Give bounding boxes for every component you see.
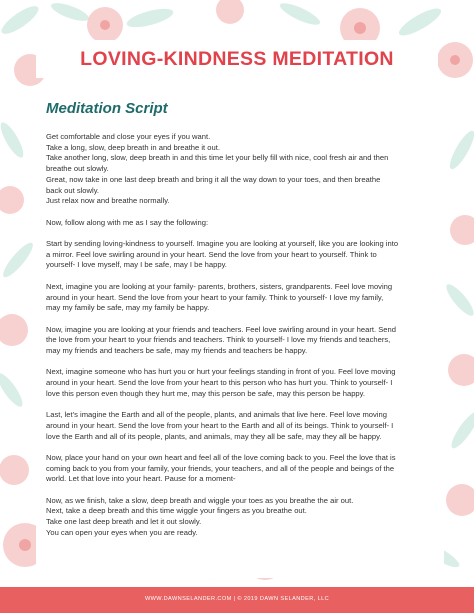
section-title: Meditation Script — [46, 100, 168, 117]
script-line: Just relax now and breathe normally. — [46, 196, 170, 206]
script-line: Last, let’s imagine the Earth and all of the people, plants, and animals that live here. Feel love moving — [46, 410, 387, 420]
meditation-script-body — [46, 132, 438, 549]
script-line: Next, imagine someone who has hurt you or hurt your feelings standing in front of you. Feel love moving — [46, 367, 396, 377]
script-line: Take another long, slow, deep breath in and this time let your belly fill with nice, cool fresh air and then — [46, 153, 389, 163]
script-paragraph — [46, 239, 438, 271]
script-line: coming back to you from your family, your friends, your teachers, and all of the people and beings of the — [46, 463, 395, 473]
script-line: Take one last deep breath and let it out slowly. — [46, 517, 202, 527]
script-line: around in your heart. Send the love from your heart to this person who has hurt you. Think to yourself- I — [46, 378, 393, 388]
script-line: Now, as we finish, take a slow, deep breath and wiggle your toes as you breathe the air out. — [46, 495, 354, 505]
script-line: around in your heart. Send the love from your heart to the Earth and all of its beings. Think to yourself- I — [46, 420, 394, 430]
script-line: Great, now take in one last deep breath and bring it all the way down to your toes, and then breathe — [46, 174, 381, 184]
script-line: love the Earth and all of its people, plants, and animals, may they all be safe, may they all be happy. — [46, 431, 382, 441]
script-paragraph — [46, 496, 438, 539]
script-paragraph — [46, 218, 438, 229]
script-line: may my family be safe, may my family be happy. — [46, 303, 210, 313]
script-line: the love from your heart to your friends and teachers. Think to yourself- I love my friends and teachers, — [46, 335, 391, 345]
script-paragraph — [46, 132, 438, 207]
footer-bar — [0, 587, 474, 613]
script-line: Next, take a deep breath and this time wiggle your fingers as you breathe out. — [46, 506, 307, 516]
script-line: Now, follow along with me as I say the following: — [46, 217, 209, 227]
script-line: Now, place your hand on your own heart and feel all of the love coming back to you. Feel the love that is — [46, 452, 396, 462]
script-line: love this person even though they hurt me, may this person be safe, may this person be happy. — [46, 388, 365, 398]
footer-text: WWW.DAWNSELANDER.COM | © 2019 DAWN SELANDER, LLC — [144, 596, 330, 602]
script-line: Take a long, slow, deep breath in and breathe it out. — [46, 142, 220, 152]
script-line: around in your heart. Send the love from your heart to your family. Think to yourself- I love my family, — [46, 292, 384, 302]
script-paragraph — [46, 367, 438, 399]
script-line: Next, imagine you are looking at your family- parents, brothers, sisters, grandparents. Feel love moving — [46, 281, 393, 291]
script-paragraph — [46, 325, 438, 357]
script-paragraph — [46, 410, 438, 442]
script-line: yourself- I love myself, may I be safe, may I be happy. — [46, 260, 227, 270]
script-line: Get comfortable and close your eyes if you want. — [46, 132, 211, 141]
script-line: back out slowly. — [46, 185, 100, 195]
script-line: breathe out slowly. — [46, 164, 109, 174]
script-line: a mirror. Feel love swirling around in your heart. Send the love from your heart to yourself. Think to — [46, 249, 377, 259]
script-paragraph — [46, 453, 438, 485]
script-line: Start by sending loving-kindness to yourself. Imagine you are looking at yourself, like you are looking into — [46, 239, 399, 248]
script-paragraph — [46, 282, 438, 314]
page-title: LOVING-KINDNESS MEDITATION — [80, 48, 394, 70]
script-line: You can open your eyes when you are ready. — [46, 527, 198, 537]
script-line: may my friends and teachers be safe, may my friends and teachers be happy. — [46, 346, 308, 355]
script-line: world. Let that love into your heart. Pause for a moment- — [46, 474, 236, 484]
script-line: Now, imagine you are looking at your friends and teachers. Feel love swirling around in your heart. Send — [46, 324, 396, 334]
